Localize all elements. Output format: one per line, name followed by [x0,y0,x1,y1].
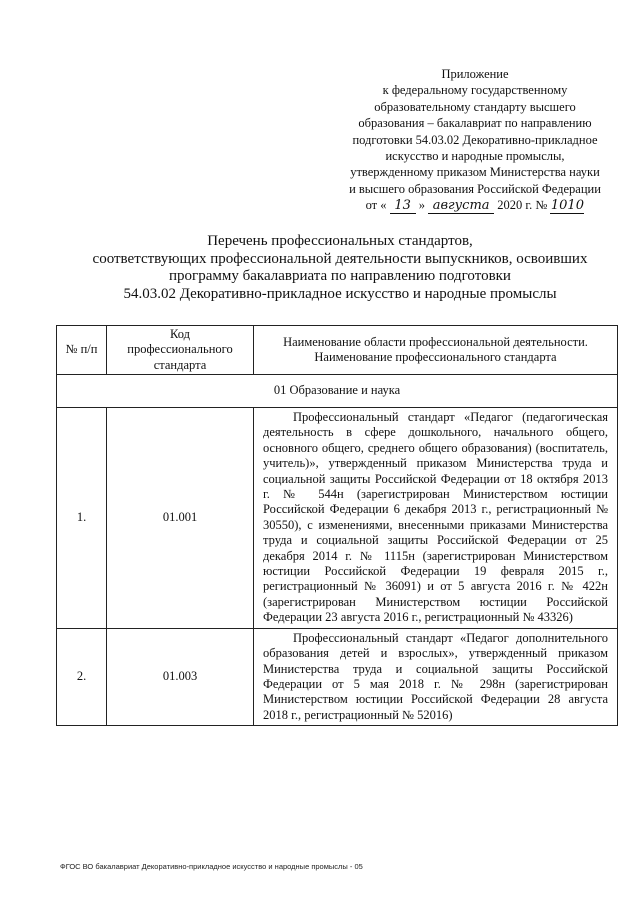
row-description [254,408,618,629]
standards-table [56,325,618,726]
order-date-line [335,197,615,214]
title-line: 54.03.02 Декоративно-прикладное искусство и народные промыслы [123,285,557,302]
row-code: 01.003 [107,628,254,725]
year-text: 2020 г. № [497,198,548,213]
header-code-text: Код профессионального стандарта [127,326,233,372]
row-description-text: Профессиональный стандарт «Педагог дополнительного образования детей и взрослых», утвержденный приказом Министерства труда и социальной защиты Российской Федерации от 5 мая 2018 г. № 298н (зарегистрирован Министерством юстиции Российской Федерации 28 августа 2018 г., регистрационный № 52016) [263,630,608,722]
header-num: № п/п [57,326,107,375]
header-code [107,326,254,375]
row-num: 1. [57,408,107,629]
row-num: 2. [57,628,107,725]
table-row [57,628,618,725]
section-row [57,375,618,408]
date-prefix: от « [365,198,387,213]
page-footer: ФГОС ВО бакалавриат Декоративно-прикладное искусство и народные промыслы - 05 [60,862,363,871]
appendix-line: утвержденному приказом Министерства науки [350,165,600,180]
header-name [254,326,618,375]
appendix-line: Приложение [441,67,509,81]
appendix-line: искусство и народные промыслы, [385,149,565,164]
row-code: 01.001 [107,408,254,629]
header-name-text: Наименование области профессиональной деятельности. Наименование профессионального стандарта [283,334,588,364]
title-line: программу бакалавриата по направлению подготовки [169,268,511,285]
handwritten-day: 13 [390,199,416,214]
appendix-line: к федеральному государственному [382,83,568,98]
appendix-line: и высшего образования Российской Федерации [349,181,601,196]
table-header-row [57,326,618,375]
date-close: » [418,198,426,213]
appendix-line: образования – бакалавриат по направлению [358,116,592,131]
row-description-text: Профессиональный стандарт «Педагог (педагогическая деятельность в сфере дошкольного, начального общего, основного общего, среднего общего образования) (воспитатель, учитель)», утвержденный приказом Министерства труда и социальной защиты Российской Федерации от 18 октября 2013 г. № 544н (зарегистрирован Министерством юстиции Российской Федерации 6 декабря 2013 г., регистрационный № 30550), с изменениями, внесенными приказами Министерства труда и социальной защиты Российской Федерации от 25 декабря 2014 г. № 1115н (зарегистрирован Министерством юстиции Российской Федерации 19 февраля 2015 г., регистрационный № 36091) и от 5 августа 2016 г. № 422н (зарегистрирован Министерством юстиции Российской Федерации 23 августа 2016 г., регистрационный № 43326) [263,410,608,625]
title-line: соответствующих профессиональной деятельности выпускников, освоивших [92,250,588,267]
handwritten-month: августа [428,199,494,214]
table-row [57,408,618,629]
document-title [40,233,640,303]
appendix-line: подготовки 54.03.02 Декоративно-прикладное [352,132,598,147]
appendix-line: образовательному стандарту высшего [374,99,576,114]
row-description [254,628,618,725]
appendix-block [335,66,615,214]
title-line: Перечень профессиональных стандартов, [207,233,473,249]
handwritten-order-number: 1010 [550,198,584,214]
section-title: 01 Образование и наука [57,375,618,408]
